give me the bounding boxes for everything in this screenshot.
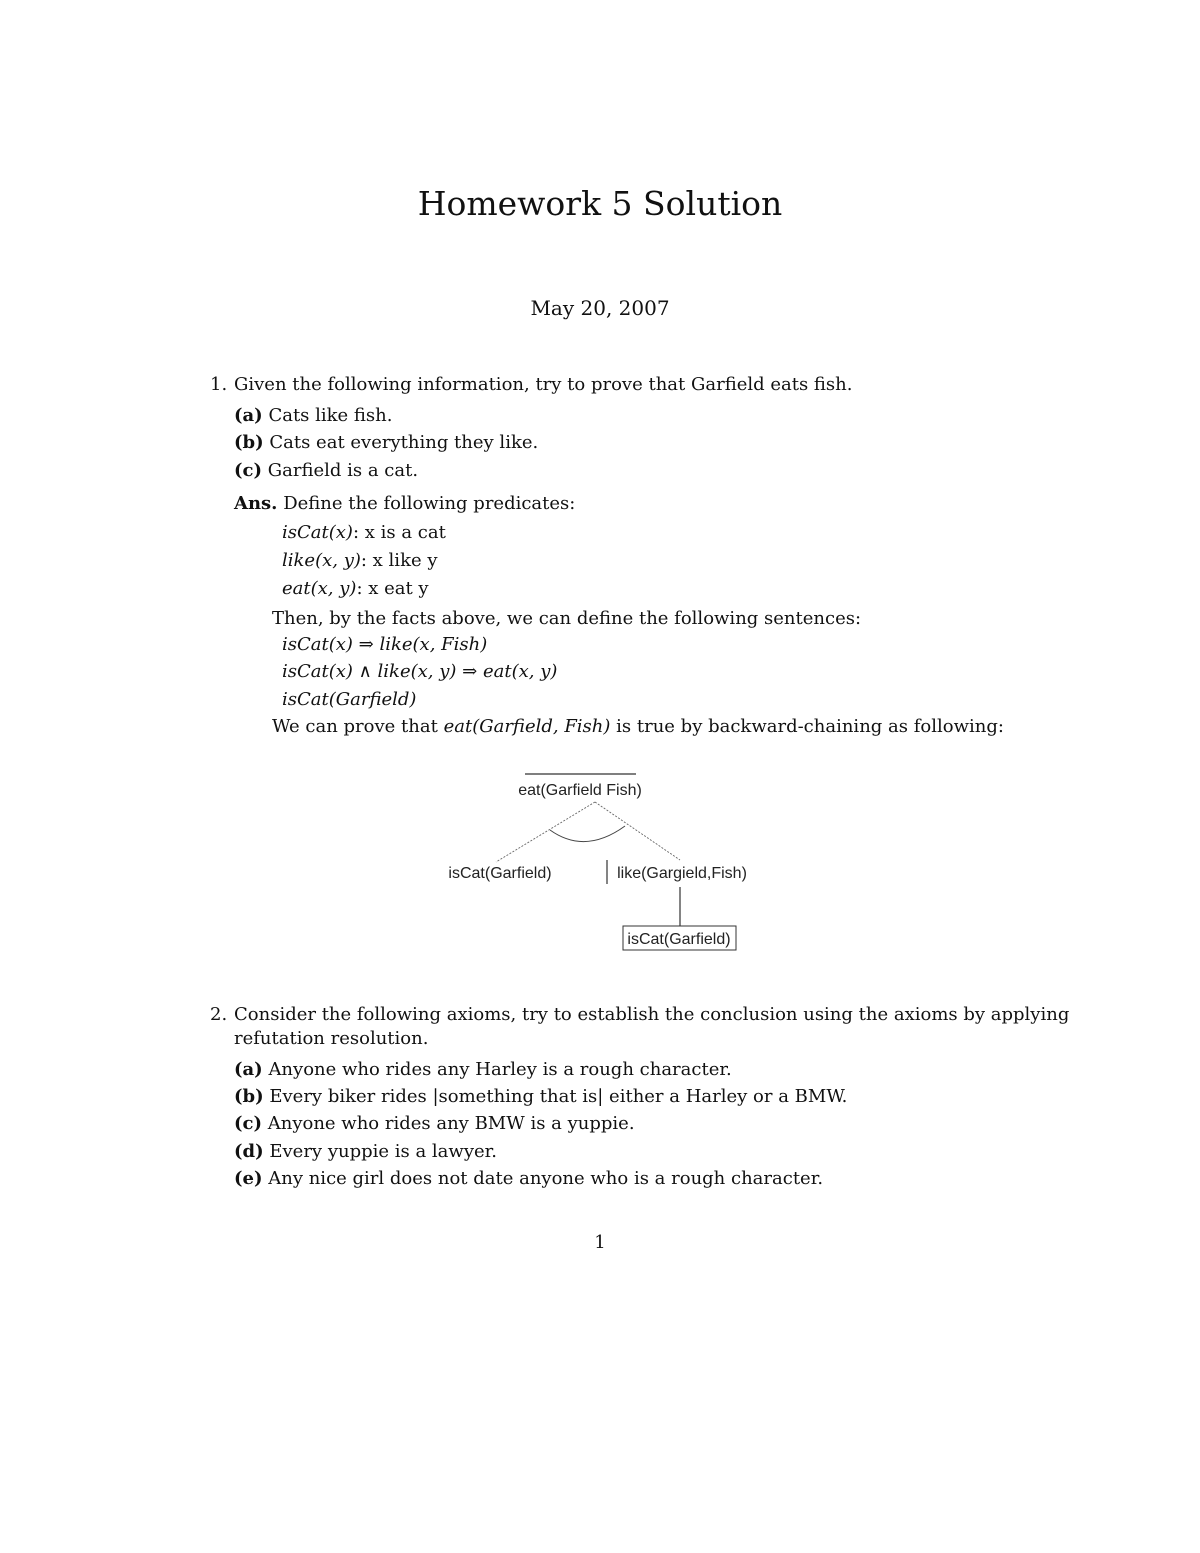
q2-item-label: (a)	[234, 1059, 263, 1080]
q2-item-text: Anyone who rides any Harley is a rough character.	[268, 1059, 732, 1080]
q2-item-text: Any nice girl does not date anyone who is a rough character.	[268, 1168, 824, 1189]
q1-item-c	[234, 460, 418, 482]
predicate-desc: : x is a cat	[352, 522, 446, 543]
q2-item-text: Every biker rides |something that is| either a Harley or a BMW.	[269, 1086, 848, 1107]
backward-chaining-diagram	[430, 760, 770, 960]
branch-right	[595, 802, 680, 860]
sentence-3: isCat(Garfield)	[282, 689, 417, 710]
q2-item-label: (d)	[234, 1141, 264, 1162]
root-node-label: eat(Garfield Fish)	[518, 782, 642, 799]
then-sentence: Then, by the facts above, we can define the following sentences:	[272, 608, 862, 629]
branch-left	[496, 802, 595, 862]
predicate-desc: : x eat y	[356, 578, 429, 599]
predicate-eat	[282, 578, 429, 600]
q2-item-label: (b)	[234, 1086, 264, 1107]
q1-item-text: Garfield is a cat.	[267, 460, 419, 481]
predicate-iscat	[282, 522, 446, 544]
q2-item-a	[234, 1059, 732, 1081]
left-node-label: isCat(Garfield)	[448, 865, 552, 882]
q2-number: 2.	[210, 1004, 228, 1025]
predicate-desc: : x like y	[360, 550, 438, 571]
q2-item-label: (c)	[234, 1113, 262, 1134]
q1-item-label: (b)	[234, 432, 264, 453]
right-node-label: like(Gargield,Fish)	[617, 865, 747, 882]
q2-prompt-line2: refutation resolution.	[234, 1028, 429, 1049]
page-number: 1	[594, 1232, 606, 1253]
q2-item-e	[234, 1168, 823, 1190]
predicate-like	[282, 550, 438, 572]
q1-item-b	[234, 432, 538, 454]
q2-item-text: Anyone who rides any BMW is a yuppie.	[267, 1113, 635, 1134]
q1-answer-intro	[234, 493, 575, 515]
q1-item-text: Cats like fish.	[268, 405, 393, 426]
predicate-expr: isCat(x)	[282, 522, 353, 543]
q1-item-label: (c)	[234, 460, 262, 481]
prove-expr: eat(Garfield, Fish)	[443, 716, 611, 737]
q1-item-text: Cats eat everything they like.	[269, 432, 539, 453]
q2-item-b	[234, 1086, 847, 1108]
q1-prompt-text: Given the following information, try to prove that Garfield eats fish.	[234, 374, 853, 395]
answer-intro-text: Define the following predicates:	[283, 493, 576, 514]
q2-item-text: Every yuppie is a lawyer.	[269, 1141, 497, 1162]
q1-item-a	[234, 405, 393, 427]
q2-prompt-line1: Consider the following axioms, try to establish the conclusion using the axioms by applying	[234, 1004, 1070, 1025]
prove-statement	[272, 716, 1004, 738]
sentence-2: isCat(x) ∧ like(x, y) ⇒ eat(x, y)	[282, 661, 558, 682]
and-arc	[550, 826, 625, 842]
document-date: May 20, 2007	[530, 296, 670, 320]
q2-item-c	[234, 1113, 635, 1135]
answer-label: Ans.	[234, 493, 278, 514]
prove-suffix: is true by backward-chaining as following:	[616, 716, 1004, 737]
q2-prompt	[210, 1004, 1069, 1026]
q1-prompt	[210, 374, 853, 396]
q2-item-label: (e)	[234, 1168, 263, 1189]
predicate-expr: eat(x, y)	[282, 578, 357, 599]
page-title: Homework 5 Solution	[417, 184, 783, 223]
q2-item-d	[234, 1141, 497, 1163]
bottom-node-label: isCat(Garfield)	[627, 931, 731, 948]
q1-number: 1.	[210, 374, 228, 395]
sentence-1: isCat(x) ⇒ like(x, Fish)	[282, 634, 488, 655]
predicate-expr: like(x, y)	[282, 550, 361, 571]
q1-item-label: (a)	[234, 405, 263, 426]
prove-prefix: We can prove that	[272, 716, 438, 737]
